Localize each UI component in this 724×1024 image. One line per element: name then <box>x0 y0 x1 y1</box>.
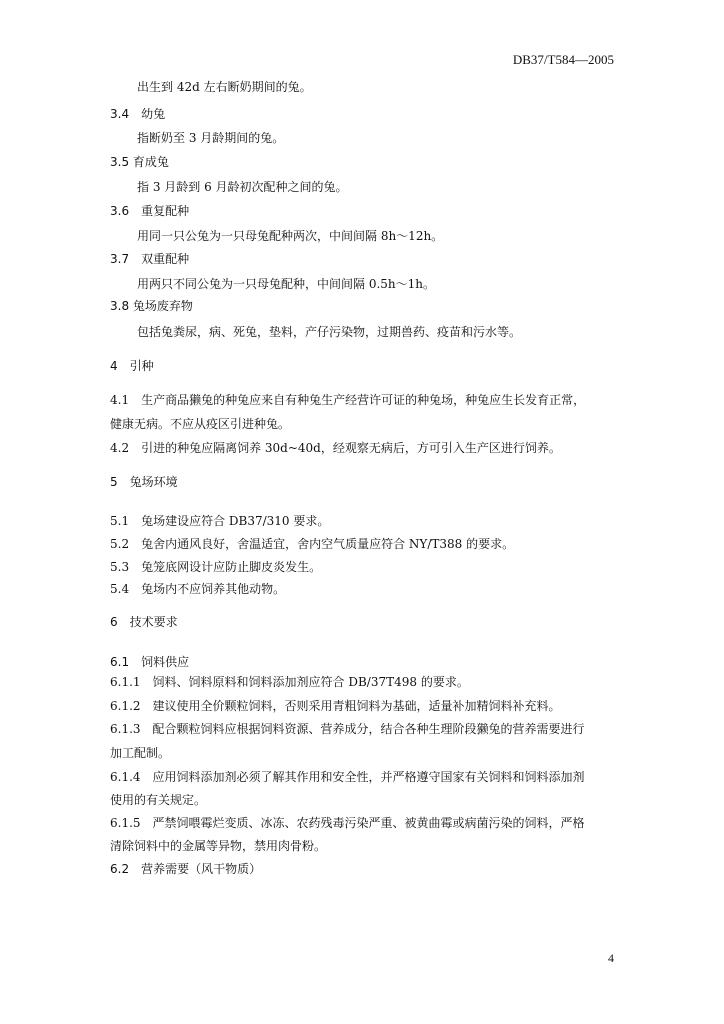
clause-heading: 3.8 兔场废弃物 <box>110 299 193 313</box>
document-code: DB37/T584—2005 <box>512 52 614 67</box>
body-line: 6.1.2 建议使用全价颗粒饲料，否则采用青粗饲料为基础，适量补加精饲料补充料。 <box>110 699 561 713</box>
page-number: 4 <box>608 951 614 965</box>
body-line: 清除饲料中的金属等异物，禁用肉骨粉。 <box>110 839 327 853</box>
body-line: 6.1.3 配合颗粒饲料应根据饲料资源、营养成分，结合各种生理阶段獭兔的营养需要进行 <box>110 722 585 736</box>
body-line: 包括兔粪尿，病、死兔，垫料，产仔污染物，过期兽药、疫苗和污水等。 <box>137 325 522 339</box>
clause-heading: 3.7 双重配种 <box>110 252 190 266</box>
body-line: 6.1.4 应用饲料添加剂必须了解其作用和安全性，并严格遵守国家有关饲料和饲料添加剂 <box>110 770 585 784</box>
body-line: 6.1.1 饲料、饲料原料和饲料添加剂应符合 DB/37T498 的要求。 <box>110 675 469 689</box>
section-heading: 4 引种 <box>110 359 154 373</box>
body-line: 健康无病。不应从疫区引进种兔。 <box>110 417 291 431</box>
section-heading: 5 兔场环境 <box>110 475 178 489</box>
clause-heading: 6.1 饲料供应 <box>110 655 190 669</box>
body-line: 4.2 引进的种兔应隔离饲养 30d~40d，经观察无病后，方可引入生产区进行饲养。 <box>110 441 561 455</box>
clause-heading: 3.4 幼兔 <box>110 107 166 121</box>
body-line: 用同一只公兔为一只母兔配种两次，中间间隔 8h～12h。 <box>137 229 444 243</box>
body-line: 5.4 兔场内不应饲养其他动物。 <box>110 582 286 596</box>
clause-heading: 3.6 重复配种 <box>110 204 190 218</box>
body-line: 5.3 兔笼底网设计应防止脚皮炎发生。 <box>110 560 322 574</box>
body-line: 加工配制。 <box>110 746 171 760</box>
body-line: 出生到 42d 左右断奶期间的兔。 <box>137 80 312 94</box>
body-line: 5.2 兔舍内通风良好，舍温适宜，舍内空气质量应符合 NY/T388 的要求。 <box>110 537 515 551</box>
clause-heading: 3.5 育成兔 <box>110 155 169 169</box>
body-line: 5.1 兔场建设应符合 DB37/310 要求。 <box>110 514 330 528</box>
section-heading: 6 技术要求 <box>110 615 178 629</box>
body-line: 指 3 月龄到 6 月龄初次配种之间的兔。 <box>137 180 348 194</box>
clause-heading: 6.2 营养需要（风干物质） <box>110 862 262 876</box>
body-line: 使用的有关规定。 <box>110 793 207 807</box>
body-line: 6.1.5 严禁饲喂霉烂变质、冰冻、农药残毒污染严重、被黄曲霉或病菌污染的饲料，严格 <box>110 816 585 830</box>
body-line: 用两只不同公兔为一只母兔配种，中间间隔 0.5h～1h。 <box>137 277 435 291</box>
body-line: 指断奶至 3 月龄期间的兔。 <box>137 131 285 145</box>
body-line: 4.1 生产商品獭兔的种兔应来自有种兔生产经营许可证的种兔场，种兔应生长发育正常， <box>110 393 586 407</box>
